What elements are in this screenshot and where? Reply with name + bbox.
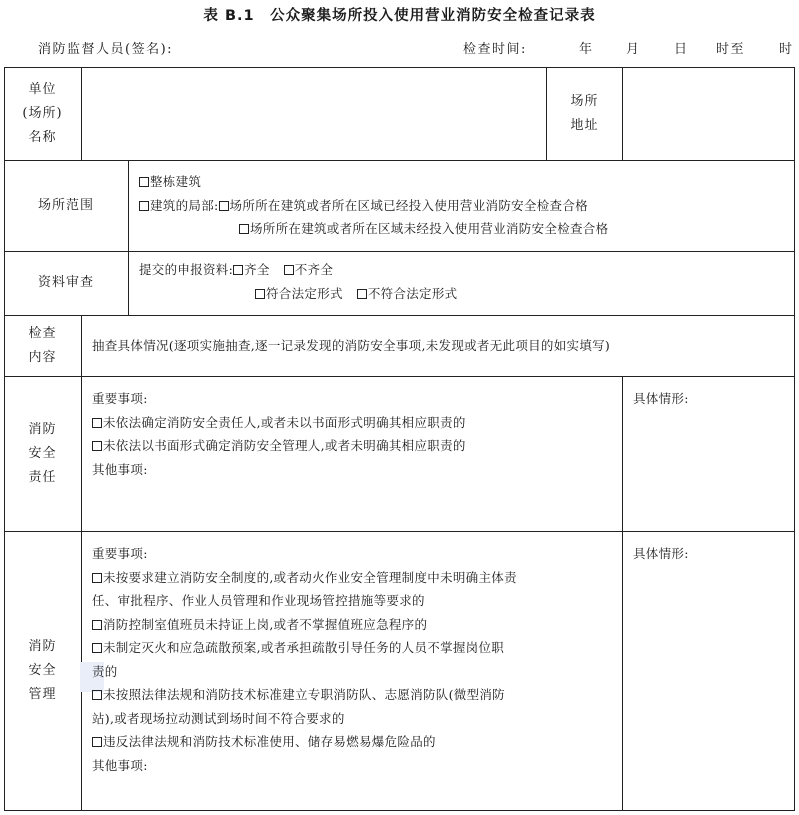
checkbox[interactable] (92, 573, 102, 583)
responsibility-item[interactable]: 未依法以书面形式确定消防安全管理人,或者未明确其相应职责的 (92, 434, 620, 458)
checkbox[interactable] (92, 737, 102, 747)
hour-to-label: 时至 (716, 42, 746, 57)
check-content-instructions: 抽查具体情况(逐项实施抽查,逐一记录发现的消防安全事项,未发现或者无此项目的如实填写) (92, 338, 611, 353)
year-label: 年 (579, 42, 594, 57)
row-divider (4, 315, 795, 316)
unit-name-field[interactable] (82, 68, 545, 159)
management-item-line: 责的 (92, 663, 118, 679)
responsibility-item[interactable]: 未依法确定消防安全责任人,或者未以书面形式明确其相应职责的 (92, 411, 620, 435)
check-content-label: 检查 内容 (28, 325, 57, 365)
scope-option-partial[interactable]: 建筑的局部: 场所所在建筑或者所在区域已经投入使用营业消防安全检查合格 (139, 194, 789, 218)
document-review-options: 提交的申报资料: 齐全 不齐全 符合法定形式 不符合法定形式 (139, 262, 458, 301)
row-divider (4, 376, 795, 377)
checkbox[interactable] (92, 418, 102, 428)
checkbox[interactable] (284, 265, 294, 275)
management-details-label: 具体情形: (633, 546, 689, 561)
venue-scope-label: 场所范围 (37, 197, 94, 213)
management-item-line[interactable]: 未制定灭火和应急疏散预案,或者承担疏散引导任务的人员不掌握岗位职 (92, 636, 620, 660)
management-item-line[interactable]: 违反法律法规和消防技术标准使用、储存易燃易爆危险品的 (92, 730, 620, 754)
scope-option-not-passed[interactable]: 场所所在建筑或者所在区域未经投入使用营业消防安全检查合格 (139, 217, 789, 241)
management-item-list (92, 566, 620, 754)
day-label: 日 (674, 42, 689, 57)
inspector-signature-label: 消防监督人员(签名): (38, 42, 174, 57)
checkbox[interactable] (219, 201, 229, 211)
checkbox[interactable] (92, 441, 102, 451)
fire-safety-management-label: 消防 安全 管理 (28, 639, 57, 702)
checkbox[interactable] (92, 643, 102, 653)
scope-option-whole-building[interactable]: 整栋建筑 (139, 170, 789, 194)
responsibility-details-label: 具体情形: (633, 391, 689, 406)
venue-scope-options (129, 170, 789, 241)
management-item-line[interactable]: 未按照法律法规和消防技术标准建立专职消防队、志愿消防队(微型消防 (92, 683, 620, 707)
month-label: 月 (626, 42, 641, 57)
document-review-label: 资料审查 (37, 275, 94, 290)
venue-address-label: 场所 地址 (570, 93, 599, 133)
row-divider (4, 531, 795, 532)
management-item-line[interactable]: 消防控制室值班员未持证上岗,或者不掌握值班应急程序的 (92, 613, 620, 637)
responsibility-items: 重要事项: 未依法确定消防安全责任人,或者未以书面形式明确其相应职责的 未依法以书面形式确定消防安全管理人,或者未明确其相应职责的 其他事项: (82, 387, 620, 481)
checkbox[interactable] (139, 177, 149, 187)
management-item-line: 任、审批程序、作业人员管理和作业现场管控措施等要求的 (92, 593, 425, 608)
checkbox[interactable] (233, 265, 243, 275)
venue-address-field[interactable] (623, 68, 794, 159)
unit-name-label: 单位 (场所) 名称 (22, 81, 63, 145)
hour-label: 时 (779, 42, 794, 57)
management-item-line: 站),或者现场拉动测试到场时间不符合要求的 (92, 710, 345, 726)
management-items: 重要事项: 未按要求建立消防安全制度的,或者动火作业安全管理制度中未明确主体责 任、审批程序、作业人员管理和作业现场管控措施等要求的 消防控制室值班员未持证上岗,或者不掌握值班应急程序的 未制定灭火和应急疏散预案,或者承担疏散引导任务的人员不掌握岗位职 责的 未按照法律法规和消防技术标准建立专职消防队、志愿消防队(微型消防 站),或者现场拉动测试到场时间不符合要求的 违反法律法规和消防技术标准使用、储存易燃易爆危险品的 其他事项: (82, 542, 620, 777)
checkbox[interactable] (357, 289, 367, 299)
checkbox[interactable] (92, 620, 102, 630)
inspection-time-label: 检查时间: (463, 42, 527, 57)
checkbox[interactable] (92, 690, 102, 700)
fire-safety-responsibility-label: 消防 安全 责任 (28, 421, 57, 485)
checkbox[interactable] (139, 201, 149, 211)
column-divider (622, 376, 623, 811)
table-title: 表 B.1 公众聚集场所投入使用营业消防安全检查记录表 (203, 8, 596, 24)
checkbox[interactable] (255, 289, 265, 299)
checkbox[interactable] (239, 224, 249, 234)
management-item-line[interactable]: 未按要求建立消防安全制度的,或者动火作业安全管理制度中未明确主体责 (92, 566, 620, 590)
